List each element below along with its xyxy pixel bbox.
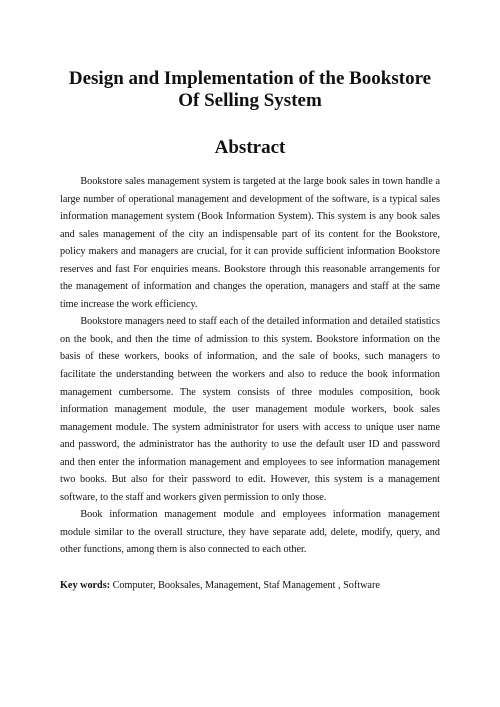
title-line-1: Design and Implementation of the Bookstore	[68, 68, 432, 89]
abstract-paragraph-1: Bookstore sales management system is targeted at the large book sales in town handle a large number of operational management and development of the software, is a typical sales information management system (Book Information System). This system is any book sales and sales management of the city an indispensable part of its content for the Bookstore, policy makers and managers are crucial, for it can provide sufficient information Bookstore reserves and fast For enquiries means. Bookstore through this reasonable arrangements for the management of information and changes the operation, managers and staff at the same time increase the work efficiency.	[60, 176, 440, 310]
keywords-line	[60, 577, 440, 594]
abstract-paragraph-2: Bookstore managers need to staff each of the detailed information and detailed statistics on the book, and then the time of admission to this system. Bookstore information on the basis of these workers, books of information, and the sale of books, such managers to facilitate the understanding between the workers and also to reduce the book information management cumbersome. The system consists of three modules composition, book information management module, the user management module workers, book sales management module. The system administrator for users with access to unique user name and password, the administrator has the authority to use the default user ID and password and then enter the information management and employees to see information management two books. But also for their password to edit. However, this system is a management software, to the staff and workers given permission to only those.	[60, 316, 440, 503]
paper-title	[60, 68, 440, 112]
abstract-heading: Abstract	[214, 137, 286, 158]
keywords-label: Key words:	[60, 580, 111, 592]
abstract-paragraph-3: Book information management module and employees information management module similar to the overall structure, they have separate add, delete, modify, query, and other functions, among them is also connected to each other.	[60, 509, 440, 556]
title-line-2: Of Selling System	[178, 90, 322, 111]
abstract-body	[60, 173, 440, 559]
keywords-text: Computer, Booksales, Management, Staf Management , Software	[112, 580, 380, 592]
